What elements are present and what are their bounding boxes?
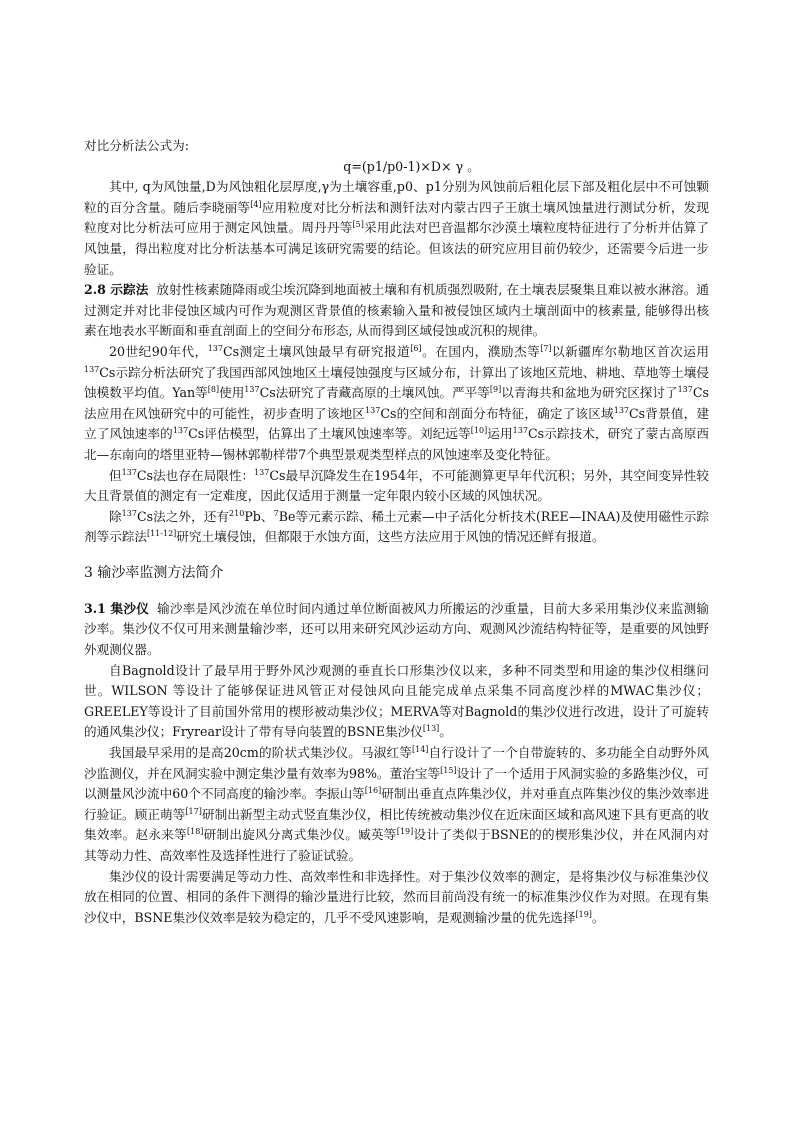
superscript: 137 [677,384,693,394]
text: 运用 [487,426,513,442]
text: Cs测定土壤风蚀最早有研究报道 [223,343,411,359]
citation: [9] [489,384,502,394]
text: Cs示踪技术，研究了蒙古高原西北—东南向的塔里亚特—锡林郭勒样带7个典型景观类型样点的风蚀速率及变化特征。 [84,426,710,462]
paragraph-formula-explain [84,177,709,280]
citation: [14] [412,744,429,754]
paragraph-cs-limitations [84,466,709,507]
text: 应用粒度对比分析法和测钎法对内蒙古四子王旗土壤风蚀量进行测试分析，发现粒度对比分析法可应用于测定风蚀量。周丹丹等 [84,199,710,236]
text: Cs示踪分析法研究了我国西部风蚀地区土壤侵蚀强度与区域分布，计算出了该地区荒地、耕地、草地等土壤侵蚀模数平均值。Yan等 [84,364,709,401]
superscript: 137 [121,508,137,518]
text: 自Bagnold设计了最早用于野外风沙观测的垂直长口形集沙仪以来，多种不同类型和用途的集沙仪相继问世。WILSON 等设计了能够保证进风管正对侵蚀风向且能完成单点采集不同高度沙样的MWAC集沙仪；GREELEY等设计了目前国外常用的楔形被动集沙仪；MERVA等对Bagnold的集沙仪进行改进，设计了可旋转的通风集沙仪；Fryrear设计了带有导向装置的BSNE集沙仪 [84,662,709,740]
citation: [19] [396,827,414,837]
citation: [5] [352,220,364,230]
text: 以青海共和盆地为研究区探讨了 [501,385,678,401]
section-2-8-heading: 2.8 示踪法 [84,282,149,298]
text: Cs法应用在风蚀研究中的可能性，初步查明了该地区 [84,385,709,421]
text: 。 [591,909,605,925]
section-3-1-paragraph [84,599,709,661]
superscript: 137 [121,467,137,477]
superscript: 137 [512,426,528,436]
citation: [11-12] [146,529,177,539]
text: 。 [439,724,452,740]
text: Cs背景值，建立了风蚀速率的 [84,405,709,442]
citation: [15] [440,765,457,775]
text: 除 [109,508,122,524]
paragraph-bagnold [84,661,709,743]
superscript: 137 [365,405,381,415]
text: 研制出旋风分离式集沙仪。臧英等 [203,827,397,843]
text: 以新疆库尔勒地区首次运用 [551,343,709,359]
paragraph-sampler-design [84,867,709,929]
paragraph-china-samplers [84,743,709,867]
document-page [84,136,709,928]
text: 自行设计了一个自带旋转的、多功能全自动野外风沙监测仪，并在风洞实验中测定集沙量有效率为98%。董治宝等 [84,745,709,781]
text: 集沙仪的设计需要满足等动力性、高效率性和非选择性。对于集沙仪效率的测定，是将集沙仪与标准集沙仪放在相同的位置、相同的条件下测得的输沙量进行比较，然而目前尚没有统一的标准集沙仪作为对照。在现有集沙仪中，BSNE集沙仪效率是较为稳定的，几乎不受风速影响，是观测输沙量的优先选择 [84,868,709,925]
formula: q=(p1/p0-1)×D× γ 。 [343,158,480,174]
text: 使用 [219,385,245,401]
text: 20世纪90年代， [109,343,208,359]
paragraph-cs-history [84,342,709,466]
text: 设计了类似于BSNE的的楔形集沙仪，并在风洞内对其等动力性、高效率性及选择性进行了验证试验。 [84,827,709,863]
text: 我国最早采用的是高20cm的阶状式集沙仪。马淑红等 [109,745,412,761]
text: 设计了一个适用于风洞实验的多路集沙仪，可以测量风沙流中60个不同高度的输沙率。李振山等 [84,765,709,802]
text: Pb、 [244,508,274,524]
text: Cs法也存在局限性： [136,467,255,483]
citation: [10] [470,426,488,436]
citation: [18] [186,827,204,837]
superscript: 7 [273,508,279,518]
superscript: 137 [613,405,630,415]
citation: [13] [422,724,440,734]
text: Cs最早沉降发生在1954年，不可能测算更早年代沉积；另外，其空间变异性较大且背景值的测定有一定难度，因此仅适用于测量一定年限内较小区域的风蚀状况。 [84,467,709,504]
text: Cs评估模型，估算出了土壤风蚀速率等。刘纪远等 [188,426,471,442]
text: 放射性核素随降雨或尘埃沉降到地面被土壤和有机质强烈吸附, 在土壤表层聚集且难以被水淋溶。通过测定并对比非侵蚀区域内可作为观测区背景值的核素输入量和被侵蚀区域内土壤剖面中的核素量, 能够得出核素在地表水平断面和垂直剖面上的空间分布形态, 从而得到区域侵蚀或沉积的规律。 [84,282,710,339]
citation: [4] [250,199,262,209]
superscript: 210 [229,508,245,518]
text: Cs法之外，还有 [136,508,230,524]
section-2-8-paragraph [84,280,709,342]
text: 输沙率是风沙流在单位时间内通过单位断面被风力所搬运的沙重量，目前大多采用集沙仪来监测输沙率。集沙仪不仅可用来测量输沙率，还可以用来研究风沙运动方向、观测风沙流结构特征等，是重要的风蚀野外观测仪器。 [84,600,710,658]
text: 采用此法对巴音温都尔沙漠土壤粒度特征进行了分析并估算了风蚀量，得出粒度对比分析法基本可满足该研究需要的结论。但该法的研究应用目前仍较少，还需要今后进一步验证。 [84,220,710,277]
superscript: 137 [254,467,270,477]
section-3-1-heading: 3.1 集沙仪 [84,600,150,616]
citation: [19] [575,909,592,919]
section-3-heading: 3 输沙率监测方法简介 [84,564,224,581]
paragraph-other-tracers [84,507,709,548]
text: 但 [109,467,122,483]
citation: [17] [185,806,202,816]
citation: [6] [410,343,422,353]
superscript: 137 [172,426,189,436]
text: Be等元素示踪、稀土元素—中子活化分析技术(REE—INAA)及使用磁性示踪剂等示踪法 [84,508,709,545]
superscript: 137 [84,364,100,374]
citation: [16] [364,786,382,796]
superscript: 137 [207,343,223,353]
superscript: 137 [244,384,260,394]
citation: [8] [207,384,220,394]
text: 研究土壤侵蚀，但都限于水蚀方面，这些方法应用于风蚀的情况还鲜有报道。 [176,529,605,545]
formula-intro: 对比分析法公式为: [84,138,189,153]
text: 研制出新型主动式竖直集沙仪，相比传统被动集沙仪在近床面区域和高风速下具有更高的收集效率。赵永来等 [84,806,710,843]
text: 研制出垂直点阵集沙仪，并对垂直点阵集沙仪的集沙效率进行验证。顾正萌等 [84,786,710,822]
text: Cs法研究了青藏高原的土壤风蚀。严平等 [259,385,490,401]
citation: [7] [540,343,552,353]
text: Cs的空间和剖面分布特征，确定了该区域 [380,405,614,421]
text: 其中, q为风蚀量,D为风蚀粗化层厚度,γ为土壤容重,p0、p1分别为风蚀前后粗化层下部及粗化层中不可蚀颗粒的百分含量。随后李晓丽等 [84,179,709,215]
text: 。在国内，濮励杰等 [421,343,541,359]
